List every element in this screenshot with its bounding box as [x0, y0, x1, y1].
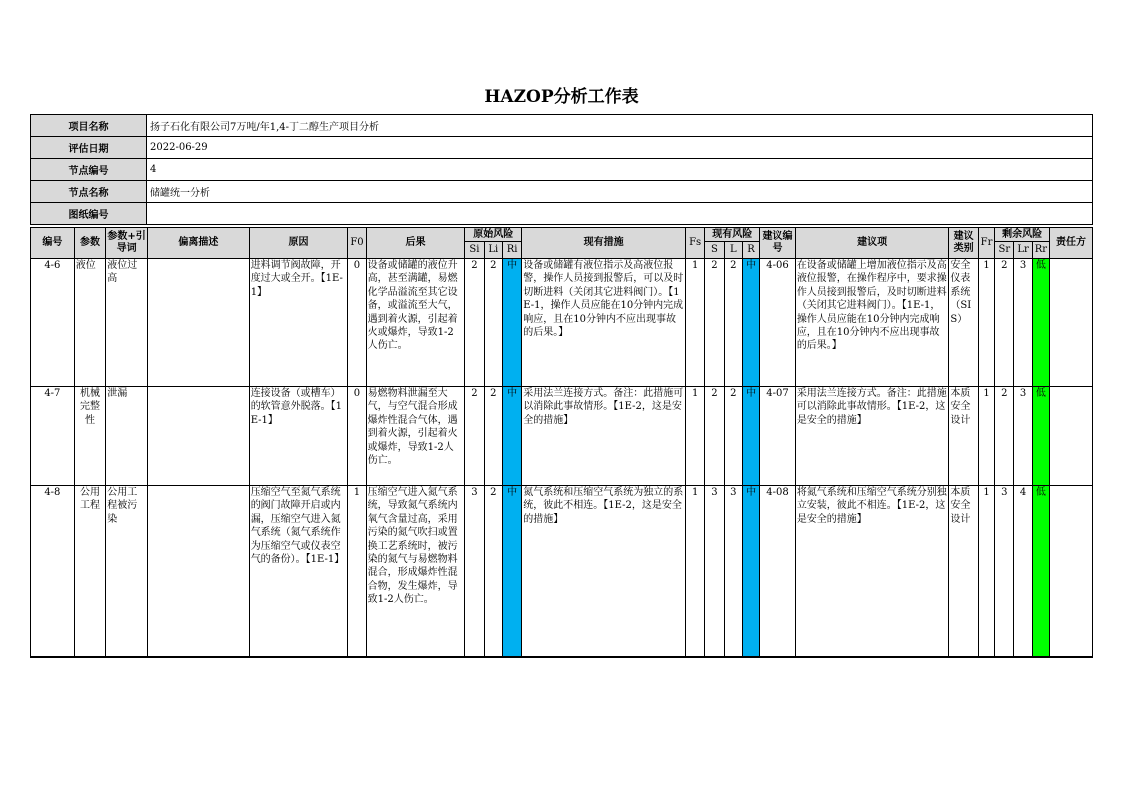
row-ri: 中	[502, 387, 521, 486]
header-deviation: 偏离描述	[147, 228, 249, 259]
row-no: 4-8	[31, 486, 75, 657]
row-li: 2	[484, 387, 502, 486]
info-row-node-no	[31, 159, 1093, 181]
info-row-drawing	[31, 203, 1093, 225]
header-lr: Lr	[1014, 242, 1032, 259]
project-name-value: 扬子石化有限公司7万吨/年1,4-丁二醇生产项目分析	[147, 115, 1093, 137]
row-f0: 1	[348, 486, 366, 657]
header-current-risk: 现有风险	[705, 228, 760, 242]
info-row-project	[31, 115, 1093, 137]
table-row	[31, 486, 1093, 657]
row-li: 2	[484, 259, 502, 387]
hazop-worksheet-table	[30, 227, 1093, 658]
header-recommendation: 建议项	[795, 228, 949, 259]
row-rec-type: 安全仪表系统（SIS）	[949, 259, 978, 387]
row-rec-type: 本质安全设计	[949, 387, 978, 486]
row-measures: 氮气系统和压缩空气系统为独立的系统，彼此不相连。【1E-2，这是安全的措施】	[522, 486, 686, 657]
row-consequence: 压缩空气进入氮气系统，导致氮气系统内氧气含量过高，采用污染的氮气吹扫或置换工艺系统时，被污染的氮气与易燃物料混合，形成爆炸性混合物，发生爆炸，导致1-2人伤亡。	[366, 486, 465, 657]
header-guide-word: 参数+引导词	[106, 228, 148, 259]
row-r: 中	[742, 387, 759, 486]
row-param: 液位	[74, 259, 106, 387]
row-l: 2	[724, 259, 742, 387]
header-l: L	[724, 242, 742, 259]
row-param: 公用工程	[74, 486, 106, 657]
header-rec-type: 建议类别	[949, 228, 978, 259]
row-sr: 2	[995, 259, 1014, 387]
row-ri: 中	[502, 486, 521, 657]
row-recommendation: 在设备或储罐上增加液位指示及高液位报警，在操作程序中，要求操作人员接到报警后，及时切断进料（关闭其它进料阀门）。【1E-1，操作人员应能在10分钟内完成响应，且在10分钟内不应出现事故的后果。】	[795, 259, 949, 387]
node-number-label: 节点编号	[31, 159, 147, 181]
row-rec-no: 4-06	[760, 259, 796, 387]
project-info-table	[30, 114, 1093, 225]
row-si: 2	[465, 259, 484, 387]
row-rr: 低	[1032, 486, 1049, 657]
row-deviation	[147, 486, 249, 657]
header-fr: Fr	[978, 228, 994, 259]
row-rec-no: 4-08	[760, 486, 796, 657]
info-row-node-name	[31, 181, 1093, 203]
header-li: Li	[484, 242, 502, 259]
assessment-date-value: 2022-06-29	[147, 137, 1093, 159]
row-no: 4-7	[31, 387, 75, 486]
header-residual-risk: 剩余风险	[995, 228, 1050, 242]
row-measures: 设备或储罐有液位指示及高液位报警，操作人员接到报警后，可以及时切断进料（关闭其它进料阀门）。【1E-1，操作人员应能在10分钟内完成响应，且在10分钟内不应出现事故的后果。】	[522, 259, 686, 387]
node-name-label: 节点名称	[31, 181, 147, 203]
row-fr: 1	[978, 387, 994, 486]
header-initial-risk: 原始风险	[465, 228, 522, 242]
row-lr: 4	[1014, 486, 1032, 657]
row-consequence: 易燃物料泄漏至大气，与空气混合形成爆炸性混合气体，遇到着火源，引起着火或爆炸，导致1-2人伤亡。	[366, 387, 465, 486]
row-deviation	[147, 259, 249, 387]
row-sr: 3	[995, 486, 1014, 657]
row-recommendation: 将氮气系统和压缩空气系统分别独立安装，彼此不相连。【1E-2，这是安全的措施】	[795, 486, 949, 657]
row-recommendation: 采用法兰连接方式。备注：此措施可以消除此事故情形。【1E-2，这是安全的措施】	[795, 387, 949, 486]
info-row-date	[31, 137, 1093, 159]
header-param: 参数	[74, 228, 106, 259]
row-fs: 1	[686, 387, 705, 486]
drawing-number-value	[147, 203, 1093, 225]
row-cause: 连接设备（或槽车）的软管意外脱落。【1E-1】	[249, 387, 348, 486]
row-rr: 低	[1032, 387, 1049, 486]
row-rec-no: 4-07	[760, 387, 796, 486]
header-owner: 责任方	[1050, 228, 1093, 259]
header-fs: Fs	[686, 228, 705, 259]
header-f0: F0	[348, 228, 366, 259]
table-row	[31, 259, 1093, 387]
row-rec-type: 本质安全设计	[949, 486, 978, 657]
row-cause: 进料调节阀故障，开度过大或全开。【1E-1】	[249, 259, 348, 387]
row-s: 2	[705, 387, 724, 486]
row-s: 2	[705, 259, 724, 387]
row-param: 机械完整性	[74, 387, 106, 486]
drawing-number-label: 图纸编号	[31, 203, 147, 225]
row-ri: 中	[502, 259, 521, 387]
row-l: 3	[724, 486, 742, 657]
page-title: HAZOP分析工作表	[484, 87, 639, 107]
header-s: S	[705, 242, 724, 259]
header-sr: Sr	[995, 242, 1014, 259]
assessment-date-label: 评估日期	[31, 137, 147, 159]
row-f0: 0	[348, 259, 366, 387]
row-owner	[1050, 387, 1093, 486]
row-fr: 1	[978, 259, 994, 387]
row-li: 2	[484, 486, 502, 657]
row-si: 3	[465, 486, 484, 657]
row-r: 中	[742, 259, 759, 387]
header-consequence: 后果	[366, 228, 465, 259]
row-s: 3	[705, 486, 724, 657]
header-rec-no: 建议编号	[760, 228, 796, 259]
row-deviation	[147, 387, 249, 486]
header-si: Si	[465, 242, 484, 259]
row-guide: 泄漏	[106, 387, 148, 486]
row-si: 2	[465, 387, 484, 486]
node-number-value: 4	[147, 159, 1093, 181]
row-consequence: 设备或储罐的液位升高，甚至满罐，易燃化学品溢流至其它设备，或溢流至大气，遇到着火源，引起着火或爆炸，导致1-2人伤亡。	[366, 259, 465, 387]
row-r: 中	[742, 486, 759, 657]
row-fr: 1	[978, 486, 994, 657]
project-name-label: 项目名称	[31, 115, 147, 137]
row-fs: 1	[686, 486, 705, 657]
row-rr: 低	[1032, 259, 1049, 387]
row-sr: 2	[995, 387, 1014, 486]
row-measures: 采用法兰连接方式。备注：此措施可以消除此事故情形。【1E-2，这是安全的措施】	[522, 387, 686, 486]
table-row	[31, 387, 1093, 486]
row-owner	[1050, 486, 1093, 657]
row-lr: 3	[1014, 259, 1032, 387]
header-row-1	[31, 228, 1093, 242]
row-cause: 压缩空气至氮气系统的阀门故障开启或内漏，压缩空气进入氮气系统（氮气系统作为压缩空气或仪表空气的备份）。【1E-1】	[249, 486, 348, 657]
header-r: R	[742, 242, 759, 259]
row-lr: 3	[1014, 387, 1032, 486]
header-no: 编号	[31, 228, 75, 259]
header-measures: 现有措施	[522, 228, 686, 259]
row-f0: 0	[348, 387, 366, 486]
row-l: 2	[724, 387, 742, 486]
header-ri: Ri	[502, 242, 521, 259]
row-guide: 液位过高	[106, 259, 148, 387]
row-no: 4-6	[31, 259, 75, 387]
row-guide: 公用工程被污染	[106, 486, 148, 657]
row-fs: 1	[686, 259, 705, 387]
node-name-value: 储罐统一分析	[147, 181, 1093, 203]
header-rr: Rr	[1032, 242, 1049, 259]
row-owner	[1050, 259, 1093, 387]
header-cause: 原因	[249, 228, 348, 259]
